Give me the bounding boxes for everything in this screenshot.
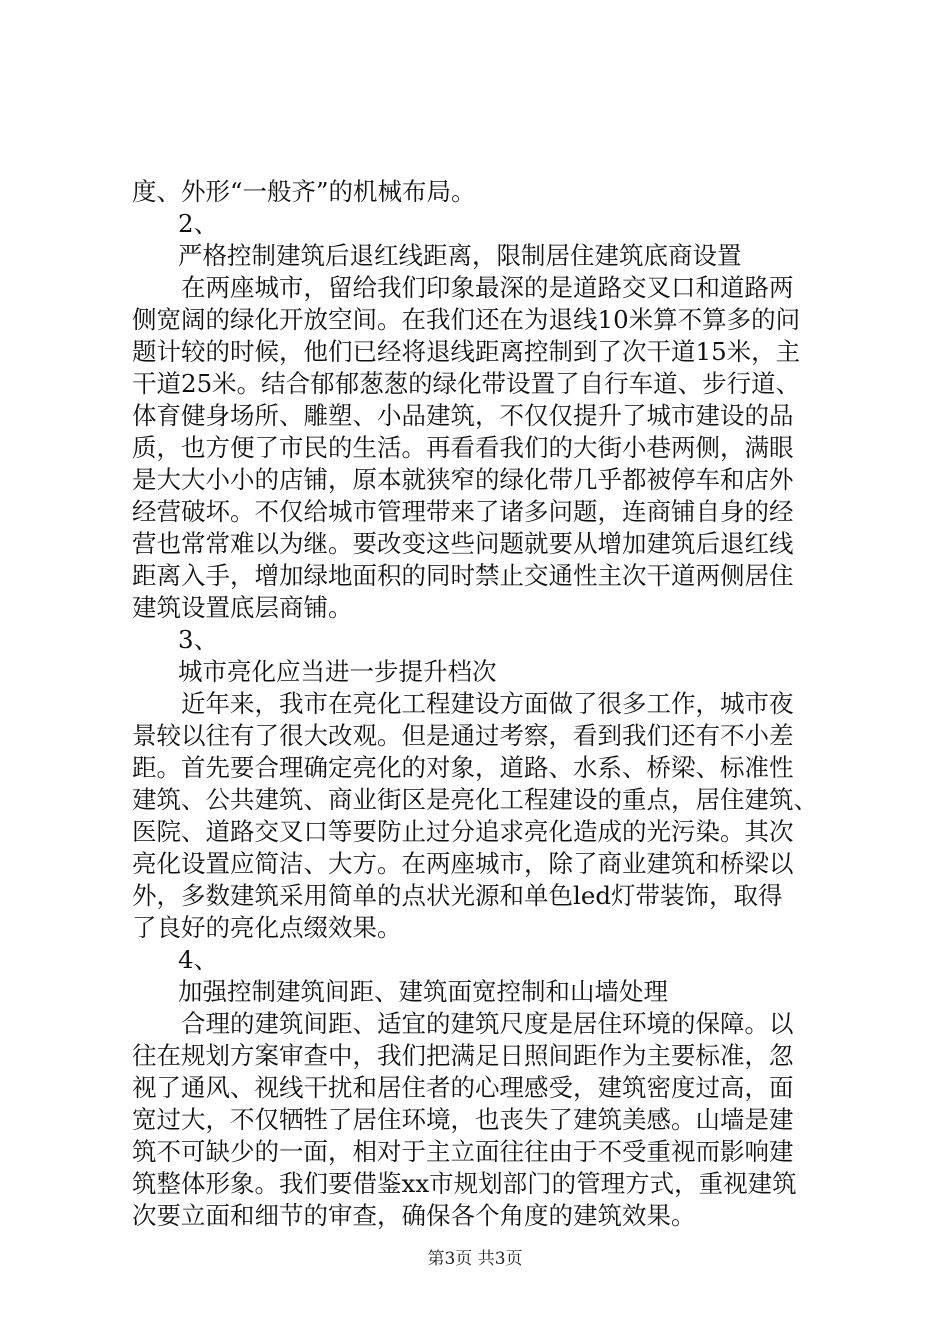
text-line: 景较以往有了很大改观。但是通过考察，看到我们还有不小差 bbox=[132, 721, 794, 750]
text-line: 合理的建筑间距、适宜的建筑尺度是居住环境的保障。以 bbox=[181, 1009, 794, 1038]
text-line: 建筑设置底层商铺。 bbox=[132, 593, 353, 622]
section-heading: 严格控制建筑后退红线距离，限制居住建筑底商设置 bbox=[178, 241, 742, 270]
text-line: 亮化设置应简洁、大方。在两座城市，除了商业建筑和桥梁以 bbox=[132, 849, 794, 878]
section-number: 3、 bbox=[178, 625, 219, 654]
text-line: 医院、道路交叉口等要防止过分追求亮化造成的光污染。其次 bbox=[132, 817, 794, 846]
text-line: 往在规划方案审查中，我们把满足日照间距作为主要标准，忽 bbox=[132, 1041, 794, 1070]
text-line: 在两座城市，留给我们印象最深的是道路交叉口和道路两 bbox=[181, 273, 794, 302]
text-line: 建筑、公共建筑、商业街区是亮化工程建设的重点，居住建筑、 bbox=[132, 785, 818, 814]
section-number: 4、 bbox=[178, 945, 219, 974]
text-line: 体育健身场所、雕塑、小品建筑，不仅仅提升了城市建设的品 bbox=[132, 401, 794, 430]
page-footer: 第3页 共3页 bbox=[427, 1249, 523, 1269]
text-line: 距离入手，增加绿地面积的同时禁止交通性主次干道两侧居住 bbox=[132, 561, 794, 590]
text-line: 题计较的时候，他们已经将退线距离控制到了次干道15米，主 bbox=[132, 337, 801, 366]
text-line: 宽过大，不仅牺牲了居住环境，也丧失了建筑美感。山墙是建 bbox=[132, 1105, 794, 1134]
text-line: 经营破坏。不仅给城市管理带来了诸多问题，连商铺自身的经 bbox=[132, 497, 794, 526]
section-number: 2、 bbox=[178, 209, 219, 238]
text-line: 干道25米。结合郁郁葱葱的绿化带设置了自行车道、步行道、 bbox=[132, 369, 801, 398]
text-line: 外，多数建筑采用简单的点状光源和单色led灯带装饰，取得 bbox=[132, 881, 783, 910]
text-line: 营也常常难以为继。要改变这些问题就要从增加建筑后退红线 bbox=[132, 529, 794, 558]
text-line: 了良好的亮化点缀效果。 bbox=[132, 913, 402, 942]
text-line: 视了通风、视线干扰和居住者的心理感受，建筑密度过高，面 bbox=[132, 1073, 794, 1102]
text-line: 质，也方便了市民的生活。再看看我们的大街小巷两侧，满眼 bbox=[132, 433, 794, 462]
section-heading: 城市亮化应当进一步提升档次 bbox=[178, 657, 497, 686]
text-line: 次要立面和细节的审查，确保各个角度的建筑效果。 bbox=[132, 1201, 696, 1230]
text-line: 筑不可缺少的一面，相对于主立面往往由于不受重视而影响建 bbox=[132, 1137, 794, 1166]
text-line: 筑整体形象。我们要借鉴xx市规划部门的管理方式，重视建筑 bbox=[132, 1169, 797, 1198]
text-line: 距。首先要合理确定亮化的对象，道路、水系、桥梁、标准性 bbox=[132, 753, 794, 782]
text-line: 是大大小小的店铺，原本就狭窄的绿化带几乎都被停车和店外 bbox=[132, 465, 794, 494]
text-line: 侧宽阔的绿化开放空间。在我们还在为退线10米算不算多的问 bbox=[132, 305, 801, 334]
text-line: 近年来，我市在亮化工程建设方面做了很多工作，城市夜 bbox=[181, 689, 794, 718]
text-line: 度、外形“一般齐”的机械布局。 bbox=[132, 177, 476, 206]
section-heading: 加强控制建筑间距、建筑面宽控制和山墙处理 bbox=[178, 977, 668, 1006]
